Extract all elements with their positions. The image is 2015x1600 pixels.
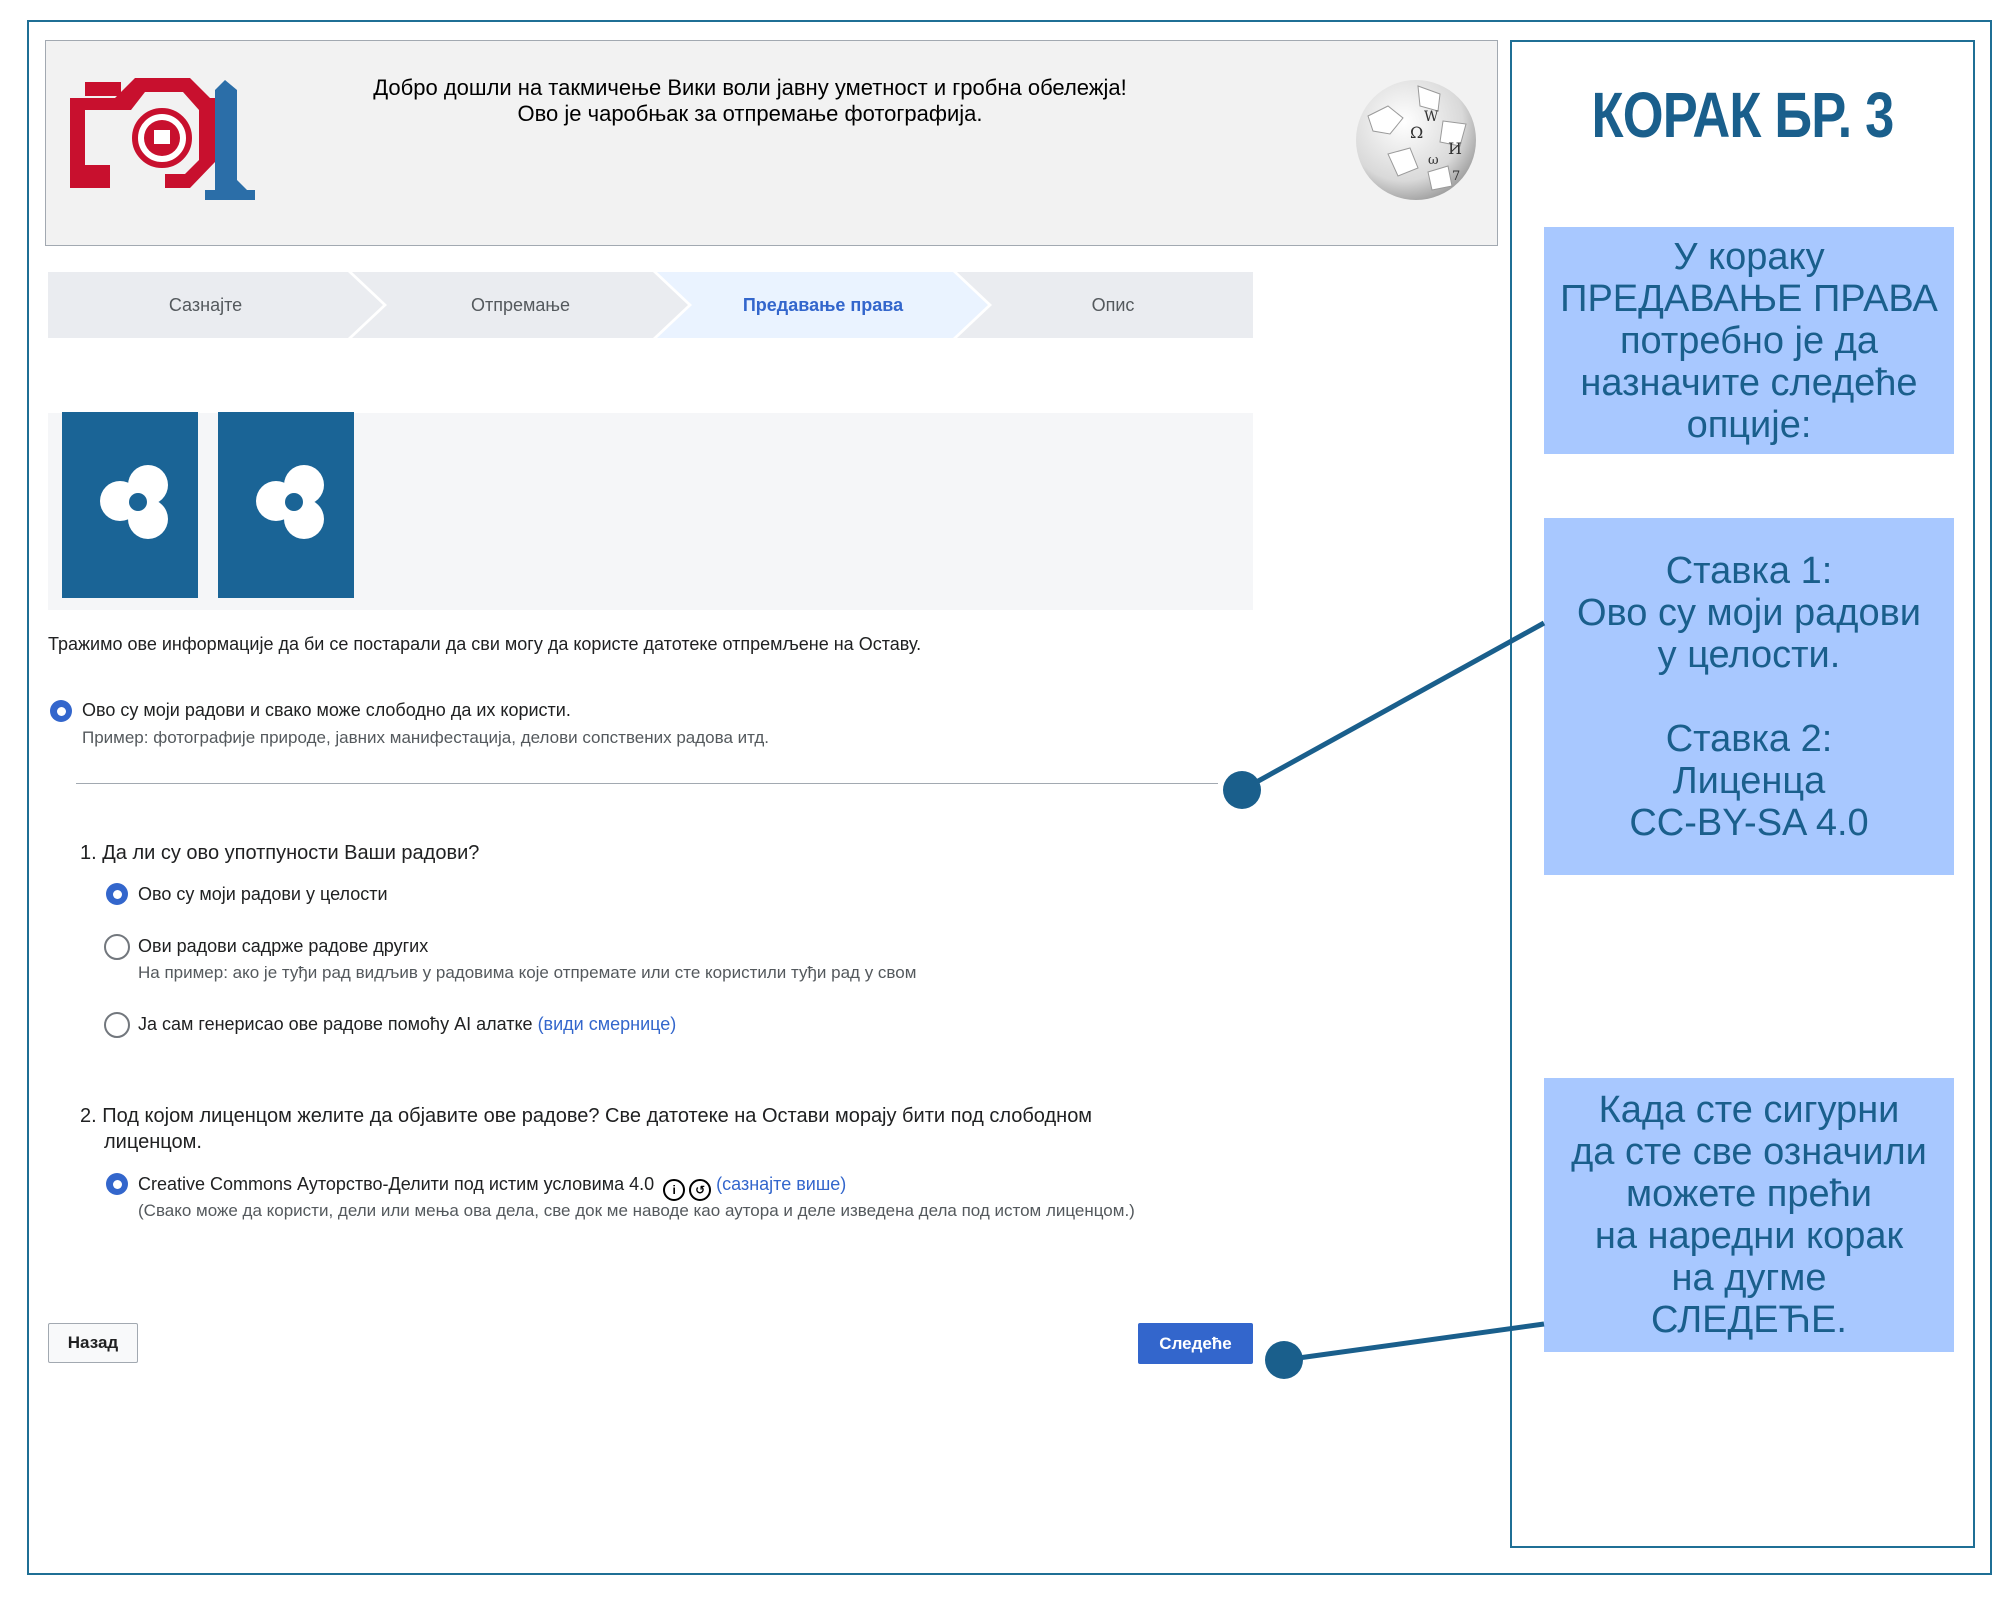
divider	[76, 783, 1218, 784]
license-option	[138, 1174, 846, 1201]
note-1-line: назначите следеће	[1580, 361, 1918, 404]
question-1-title: 1. Да ли су ово употпуности Ваши радови?	[80, 842, 480, 864]
globe-glyph-small-omega: ω	[1428, 153, 1439, 168]
contains-others-work-label[interactable]: Ови радови садрже радове других	[138, 936, 429, 956]
guide-note-3	[1544, 1078, 1954, 1352]
wikipedia-globe-icon	[1348, 76, 1484, 204]
guide-note-2	[1544, 518, 1954, 875]
guide-note-1	[1544, 227, 1954, 454]
note-1-line: ПРЕДАВАЊЕ ПРАВА	[1560, 277, 1938, 320]
ai-generated-label[interactable]: Ја сам генерисао ове радове помоћу AI алатке	[138, 1014, 533, 1034]
image-placeholder-icon	[218, 412, 354, 598]
cc-by-sa-label[interactable]: Creative Commons Ауторство-Делити под истим условима 4.0	[138, 1174, 655, 1194]
see-guidelines-link[interactable]: (види смернице)	[537, 1014, 677, 1034]
own-work-hint: Пример: фотографије природе, јавних манифестација, делови сопствених радова итд.	[82, 728, 770, 747]
globe-glyph-omega: Ω	[1410, 123, 1424, 142]
welcome-line-2: Ово је чаробњак за отпремање фотографија.	[517, 101, 983, 126]
step-release-rights: Предавање права	[742, 294, 904, 315]
own-work-label[interactable]: Ово су моји радови и свако може слободно да их користи.	[82, 700, 571, 720]
wlpa-logo	[65, 70, 255, 205]
file-thumbnail[interactable]	[62, 412, 198, 598]
globe-glyph-w: W	[1424, 109, 1439, 125]
ai-generated-radio[interactable]	[104, 1012, 130, 1038]
cc-sa-icon: ↺	[689, 1179, 711, 1201]
note-2-line: Ставка 1:	[1665, 549, 1833, 592]
globe-glyph-seven: 7	[1452, 169, 1461, 184]
welcome-banner	[45, 40, 1498, 246]
note-3-line: на дугме	[1671, 1257, 1827, 1299]
contains-others-work-hint: На пример: ако је туђи рад видљив у радовима које отпремате или сте користили туђи рад у свом	[138, 963, 917, 982]
note-1-line: опције:	[1686, 403, 1812, 446]
cc-by-sa-radio[interactable]	[106, 1173, 128, 1195]
note-2-line: Ово су моји радови	[1576, 591, 1922, 634]
learn-more-link[interactable]: (сазнајте више)	[716, 1174, 847, 1194]
own-work-radio[interactable]	[50, 700, 72, 722]
back-button[interactable]: Назад	[48, 1323, 138, 1363]
entirely-own-work-label[interactable]: Ово су моји радови у целости	[138, 884, 388, 904]
note-1-line: У кораку	[1673, 235, 1825, 278]
step-upload: Отпремање	[470, 294, 571, 315]
note-3-line: СЛЕДЕЋЕ.	[1651, 1299, 1847, 1341]
note-3-line: можете прећи	[1626, 1173, 1872, 1215]
question-2-title-cont: лиценцом.	[104, 1131, 202, 1153]
note-2-line: у целости.	[1657, 633, 1841, 676]
wizard-steps	[48, 272, 1253, 338]
note-2-line	[1544, 676, 1954, 718]
note-2-line: CC-BY-SA 4.0	[1629, 801, 1869, 844]
intro-text: Тражимо ове информације да би се постарали да сви могу да користе датотеке отпремљене на Оставу.	[48, 634, 922, 654]
contains-others-work-radio[interactable]	[104, 934, 130, 960]
step-learn: Сазнајте	[168, 294, 243, 315]
entirely-own-work-radio[interactable]	[106, 883, 128, 905]
note-2-line: Ставка 2:	[1665, 717, 1833, 760]
note-3-line: на наредни корак	[1594, 1215, 1904, 1257]
license-hint: (Свако може да користи, дели или мења ова дела, све док ме наводе као аутора и деле изведена дела под истом лиценцом.)	[138, 1201, 1135, 1220]
note-2-line: Лиценца	[1672, 759, 1826, 802]
note-3-line: Када сте сигурни	[1598, 1089, 1900, 1131]
ai-generated-option	[138, 1014, 676, 1035]
note-3-line: да сте све означили	[1571, 1131, 1927, 1173]
cc-by-icon: i	[663, 1179, 685, 1201]
question-2-title: 2. Под којом лиценцом желите да објавите ове радове? Све датотеке на Остави морају бити под слободном	[80, 1105, 1093, 1127]
globe-glyph-i: И	[1448, 139, 1462, 158]
step-describe: Опис	[1091, 294, 1135, 315]
guide-title: КОРАК БР. 3	[1591, 79, 1894, 151]
image-placeholder-icon	[62, 412, 198, 598]
note-1-line: потребно је да	[1619, 319, 1878, 362]
welcome-text	[250, 75, 1250, 127]
file-thumbnail[interactable]	[218, 412, 354, 598]
next-button[interactable]: Следеће	[1138, 1323, 1253, 1364]
welcome-line-1: Добро дошли на такмичење Вики воли јавну уметност и гробна обележја!	[373, 75, 1127, 100]
